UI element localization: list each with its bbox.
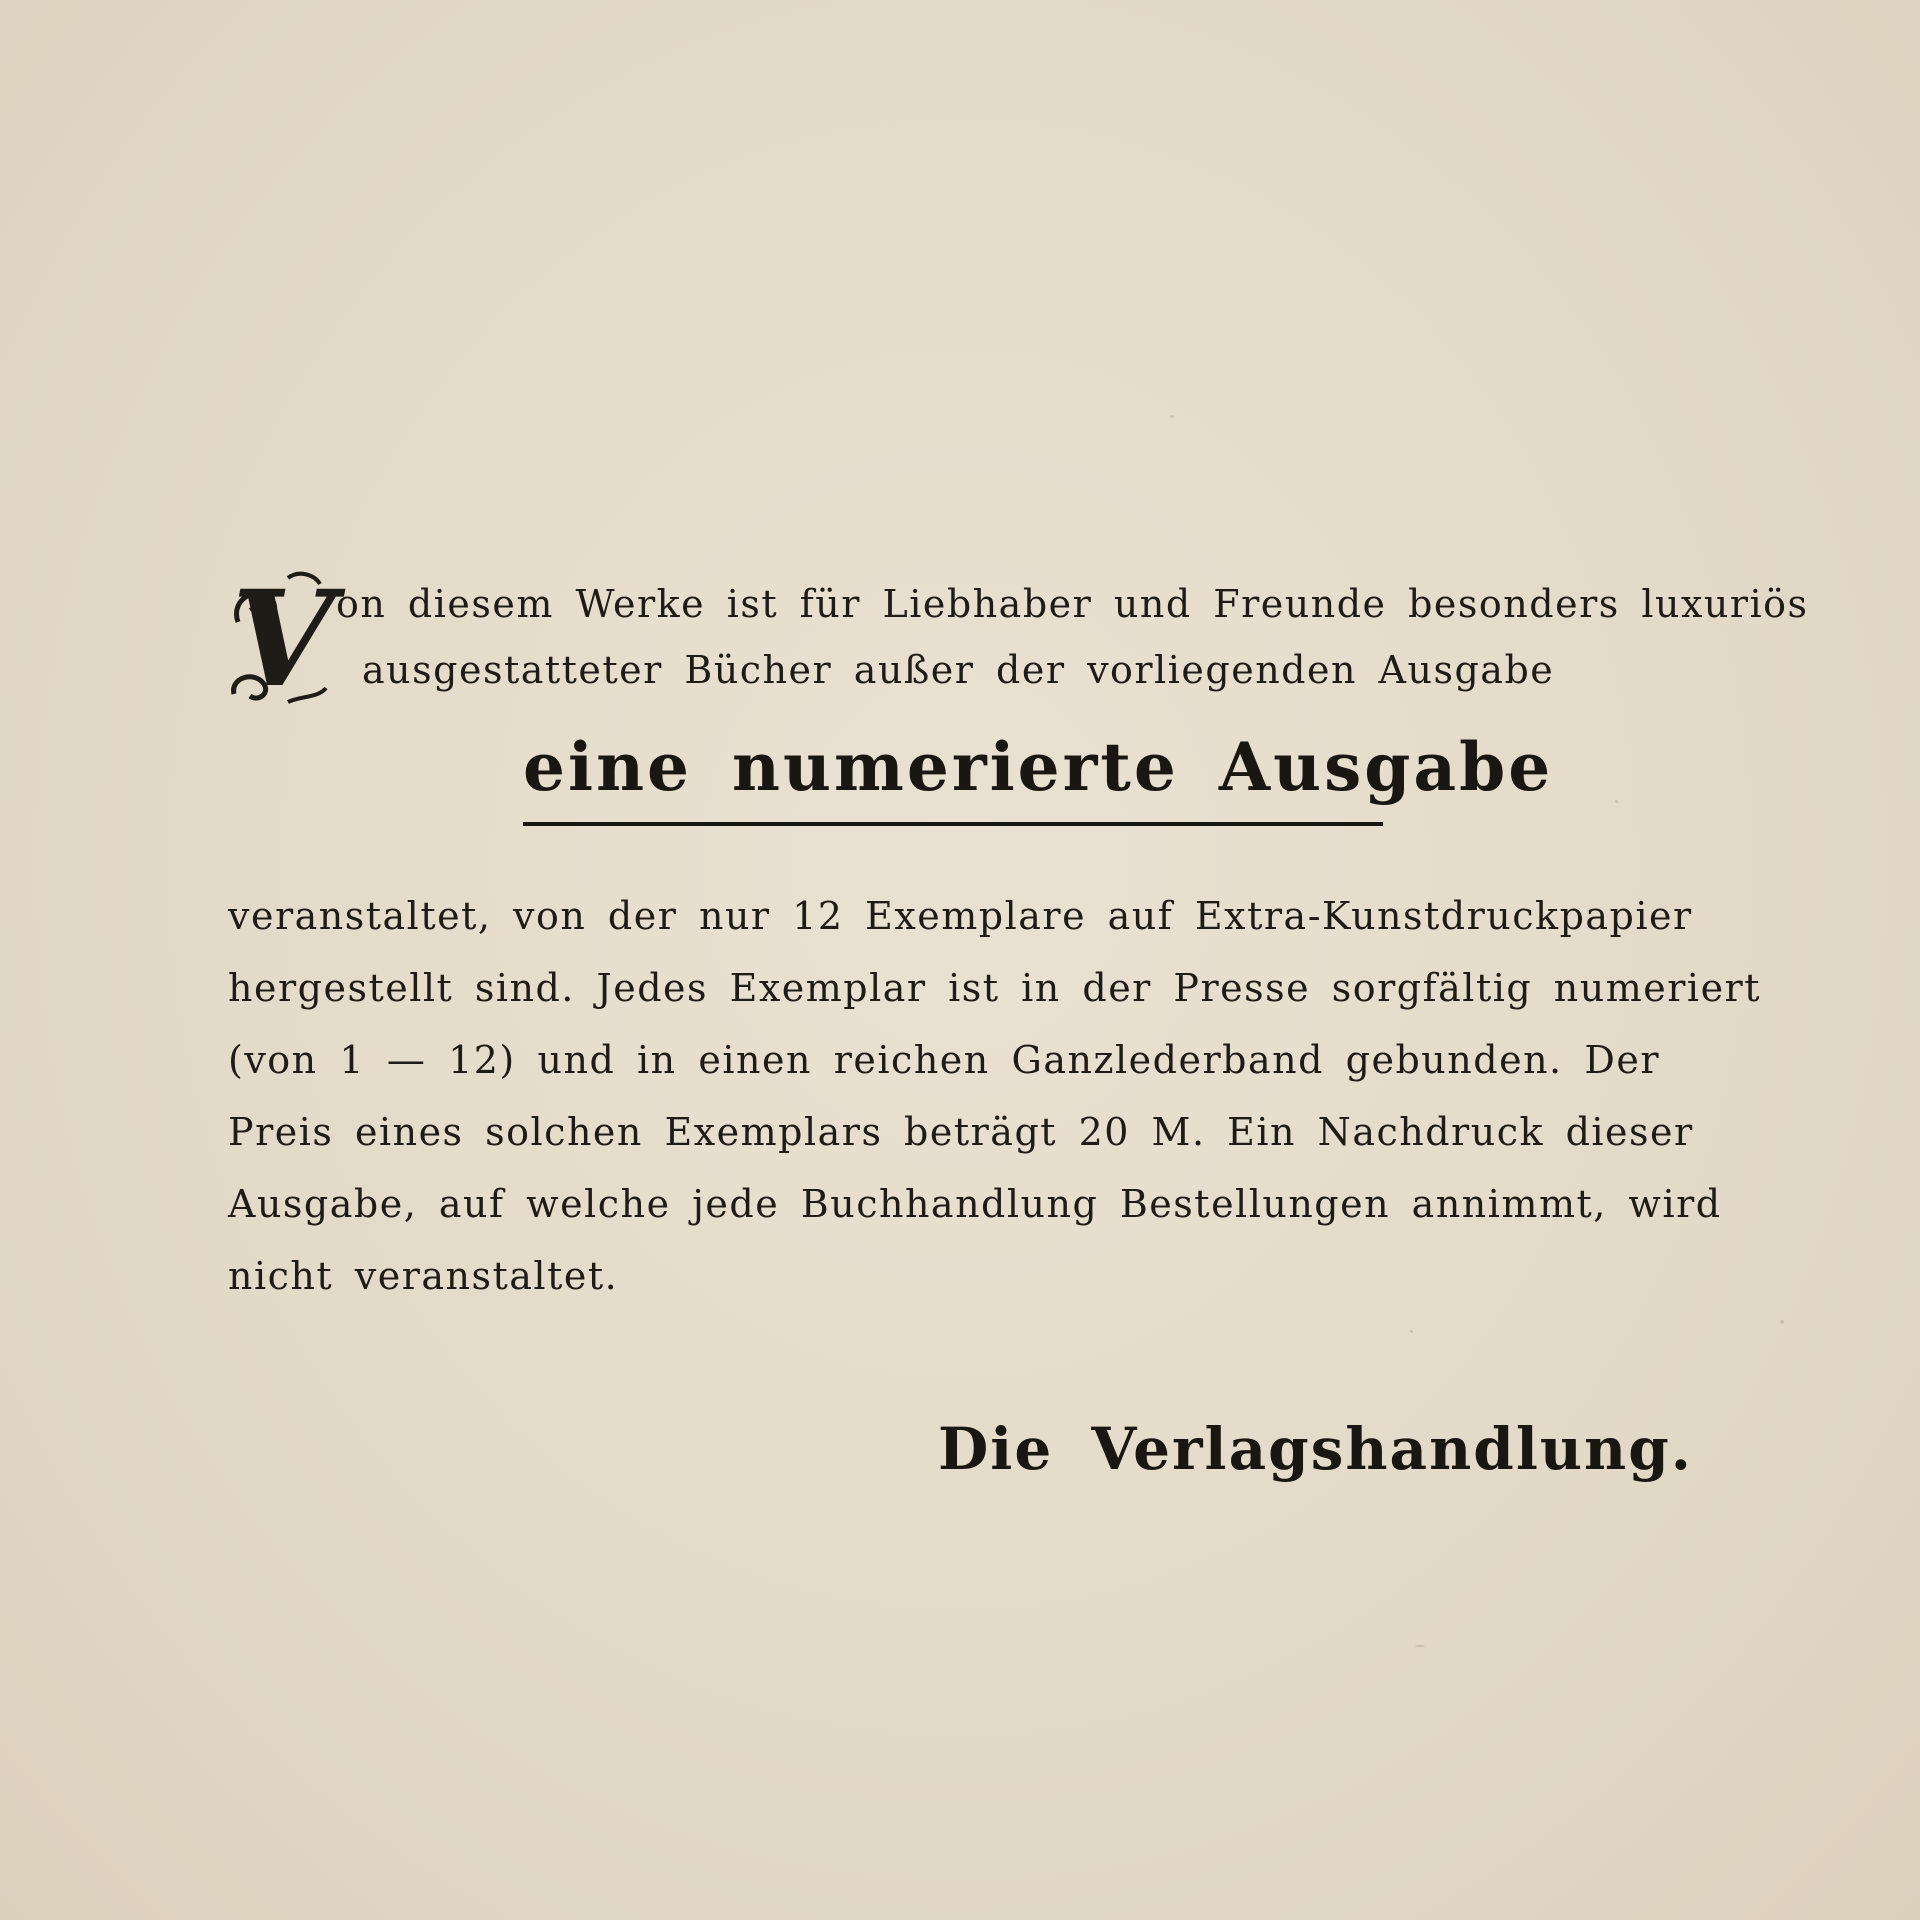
drop-cap-initial: V [231, 562, 335, 717]
body-line: (von 1 — 12) und in einen reichen Ganzlederband gebunden. Der [228, 1038, 1660, 1082]
intro-line-2: ausgestatteter Bücher außer der vorliegenden Ausgabe [362, 648, 1555, 692]
paper-speck [1415, 1645, 1425, 1647]
body-line: Preis eines solchen Exemplars beträgt 20 M. Ein Nachdruck dieser [228, 1110, 1694, 1154]
body-line: Ausgabe, auf welche jede Buchhandlung Bestellungen annimmt, wird [228, 1182, 1722, 1226]
heading-underline [523, 822, 1383, 826]
edition-heading: eine numerierte Ausgabe [523, 728, 1554, 806]
paper-speck [1410, 1330, 1413, 1333]
intro-line-1: on diesem Werke ist für Liebhaber und Freunde besonders luxuriös [336, 582, 1809, 626]
paper-speck [1780, 1320, 1784, 1324]
body-line: veranstaltet, von der nur 12 Exemplare auf Extra-Kunstdruckpapier [228, 894, 1693, 938]
publisher-notice [228, 562, 1809, 1483]
intro-paragraph [228, 562, 1809, 717]
paper-speck [1170, 415, 1174, 418]
body-paragraph [228, 880, 1761, 1312]
body-line: nicht veranstaltet. [228, 1254, 619, 1298]
body-line: hergestellt sind. Jedes Exemplar ist in der Presse sorgfältig numeriert [228, 966, 1761, 1010]
publisher-signature: Die Verlagshandlung. [938, 1415, 1693, 1483]
heading-block [228, 710, 1660, 860]
